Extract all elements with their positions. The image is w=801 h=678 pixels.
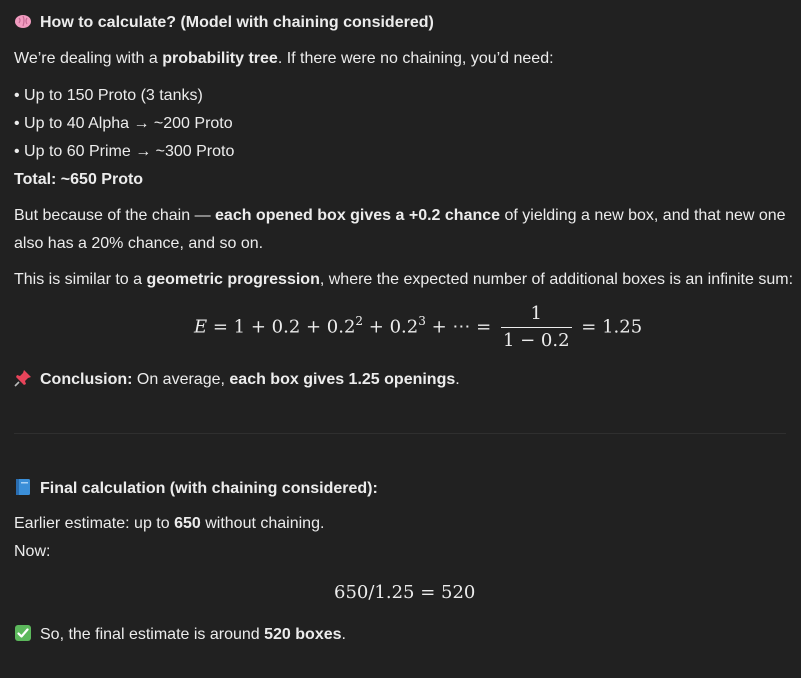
chain-paragraph: [14, 205, 786, 227]
earlier-bold: 650: [174, 515, 201, 532]
section2-heading-text: Final calculation (with chaining considered):: [40, 480, 378, 497]
section2-heading: [14, 478, 378, 500]
section1-heading: [14, 12, 434, 34]
fraction-denominator: 1 − 0.2: [502, 330, 570, 351]
formula-part: + ⋯ =: [425, 316, 492, 338]
conclusion-text: On average,: [132, 371, 230, 388]
total-line: Total: ~650 Proto: [14, 171, 144, 188]
formula-variable: E: [194, 316, 208, 338]
chain-bold: each opened box gives a +0.2 chance: [215, 207, 501, 224]
earlier-estimate-line: [14, 513, 324, 535]
pushpin-icon: [14, 369, 32, 387]
earlier-text-end: without chaining.: [200, 515, 325, 532]
chain-text-end: of yielding a new box, and that new one: [500, 207, 786, 224]
final-estimate-line: [14, 624, 346, 646]
brain-icon: [14, 12, 32, 30]
section1-heading-text: How to calculate? (Model with chaining considered): [40, 14, 434, 31]
final-bold: 520 boxes: [264, 626, 342, 643]
final-formula: 650/1.25 = 520: [334, 582, 476, 603]
formula-exponent: 3: [418, 313, 426, 328]
conclusion-line: [14, 369, 460, 391]
geo-bold: geometric progression: [146, 271, 320, 288]
conclusion-end: .: [455, 371, 460, 388]
check-mark-icon: [14, 624, 32, 642]
intro-text: We’re dealing with a: [14, 50, 163, 67]
blue-book-icon: [14, 478, 32, 496]
conclusion-label: Conclusion:: [40, 371, 133, 388]
formula-part: + 0.2: [363, 316, 419, 338]
section-divider: [14, 433, 786, 434]
formula-part: = 1 + 0.2 + 0.2: [207, 316, 356, 338]
conclusion-bold: each box gives 1.25 openings: [229, 371, 456, 388]
intro-text-end: . If there were no chaining, you’d need:: [277, 50, 554, 67]
final-text: So, the final estimate is around: [40, 626, 265, 643]
formula-exponent: 2: [355, 313, 364, 328]
geometric-paragraph: [14, 269, 793, 291]
chain-paragraph-line2: also has a 20% chance, and so on.: [14, 235, 264, 252]
now-line: Now:: [14, 543, 51, 560]
bullet-item: • Up to 60 Prime → ~300 Proto: [14, 143, 235, 160]
expected-value-formula: [194, 302, 642, 353]
earlier-text: Earlier estimate: up to: [14, 515, 175, 532]
intro-paragraph: [14, 48, 554, 70]
bullet-item: • Up to 150 Proto (3 tanks): [14, 87, 203, 104]
bullet-item: • Up to 40 Alpha → ~200 Proto: [14, 115, 233, 132]
final-end: .: [341, 626, 346, 643]
chain-text: But because of the chain —: [14, 207, 216, 224]
formula-fraction: [501, 302, 572, 353]
fraction-bar: [501, 327, 572, 328]
geo-text-end: , where the expected number of additional boxes is an infinite sum:: [319, 271, 794, 288]
fraction-numerator: 1: [530, 303, 542, 324]
geo-text: This is similar to a: [14, 271, 147, 288]
formula-result: = 1.25: [581, 316, 643, 338]
intro-bold: probability tree: [162, 50, 278, 67]
